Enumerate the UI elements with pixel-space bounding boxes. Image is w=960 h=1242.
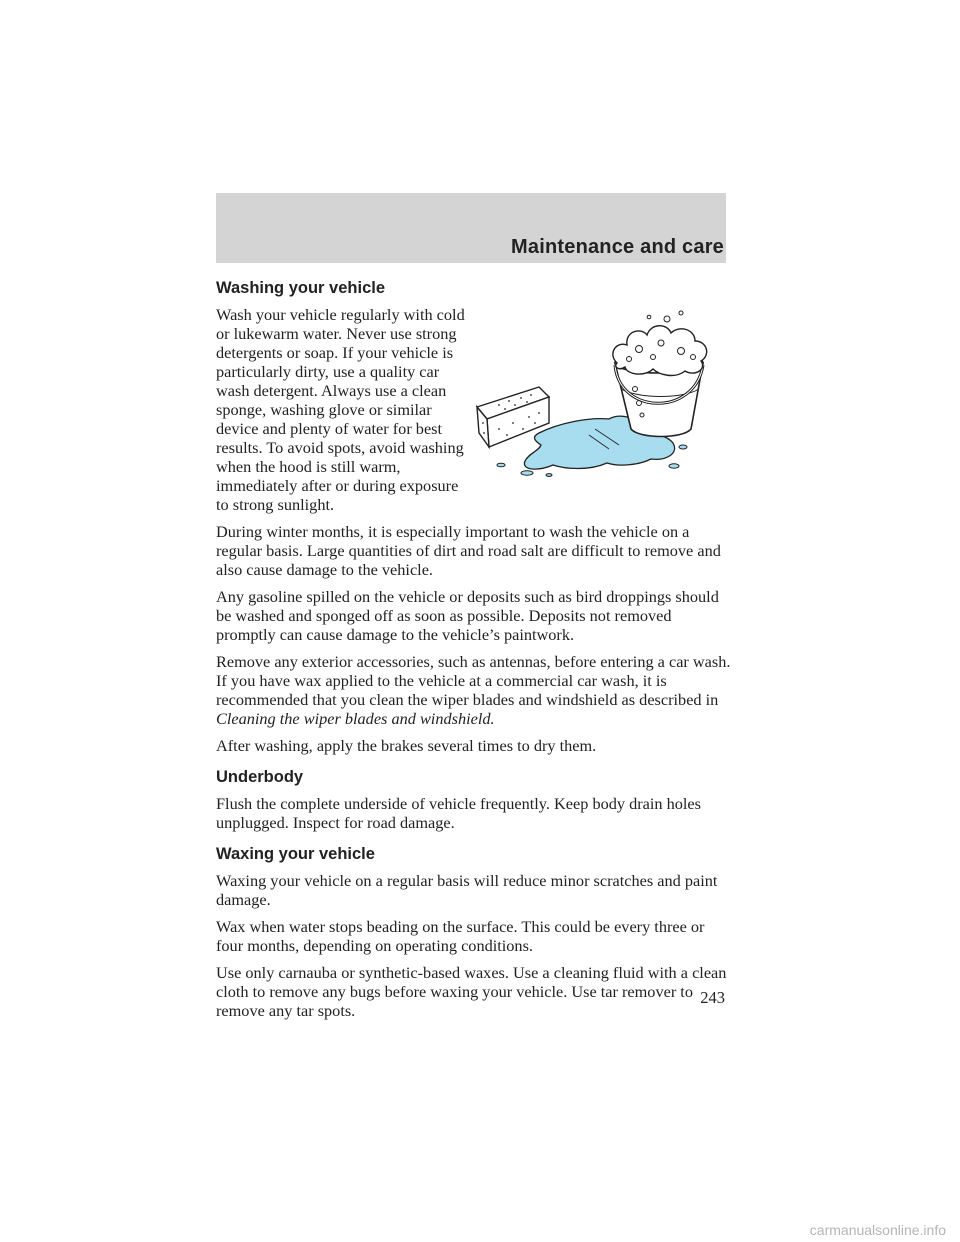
washing-deposits-paragraph: Any gasoline spilled on the vehicle or deposits such as bird droppings should be washed and sponged off as soon as possible. Deposits not removed promptly can cause damage to the vehicle’s paintwork. — [216, 587, 719, 644]
washing-intro-block — [216, 305, 731, 522]
section-header-band — [216, 193, 726, 263]
wiper-cleaning-reference: Cleaning the wiper blades and windshield. — [216, 709, 495, 728]
washing-winter-paragraph: During winter months, it is especially important to wash the vehicle on a regular basis. Large quantities of dirt and road salt are difficult to remove and also cause damage to the vehicle. — [216, 522, 721, 579]
waxing-paragraph-3: Use only carnauba or synthetic-based waxes. Use a cleaning fluid with a clean cloth to remove any bugs before waxing your vehicle. Use tar remover to remove any tar spots. — [216, 963, 727, 1020]
watermark: carmanualsonline.info — [809, 1222, 946, 1238]
section-title: Maintenance and care — [511, 236, 724, 258]
washing-brakes-paragraph: After washing, apply the brakes several times to dry them. — [216, 736, 597, 755]
washing-intro-paragraph: Wash your vehicle regularly with cold or lukewarm water. Never use strong detergents or soap. If your vehicle is particularly dirty, use a quality car wash detergent. Always use a clean sponge, washing glove or similar device and plenty of water for best results. To avoid spots, avoid washing when the hood is still warm, immediately after or during exposure to strong sunlight. — [216, 305, 465, 514]
page-number: 243 — [700, 988, 725, 1007]
washing-heading: Washing your vehicle — [216, 279, 386, 297]
washing-accessories-paragraph — [216, 652, 731, 728]
washing-accessories-text: Remove any exterior accessories, such as antennas, before entering a car wash. If you have wax applied to the vehicle at a commercial car wash, it is recommended that you clean the wiper blades and windshield as described in — [216, 652, 731, 709]
bucket-sponge-illustration — [469, 305, 737, 477]
underbody-paragraph: Flush the complete underside of vehicle frequently. Keep body drain holes unplugged. Inspect for road damage. — [216, 794, 701, 832]
waxing-paragraph-2: Wax when water stops beading on the surface. This could be every three or four months, depending on operating conditions. — [216, 917, 705, 955]
waxing-paragraph-1: Waxing your vehicle on a regular basis will reduce minor scratches and paint damage. — [216, 871, 718, 909]
waxing-heading: Waxing your vehicle — [216, 845, 375, 863]
underbody-heading: Underbody — [216, 768, 304, 786]
page-content — [216, 278, 731, 1028]
